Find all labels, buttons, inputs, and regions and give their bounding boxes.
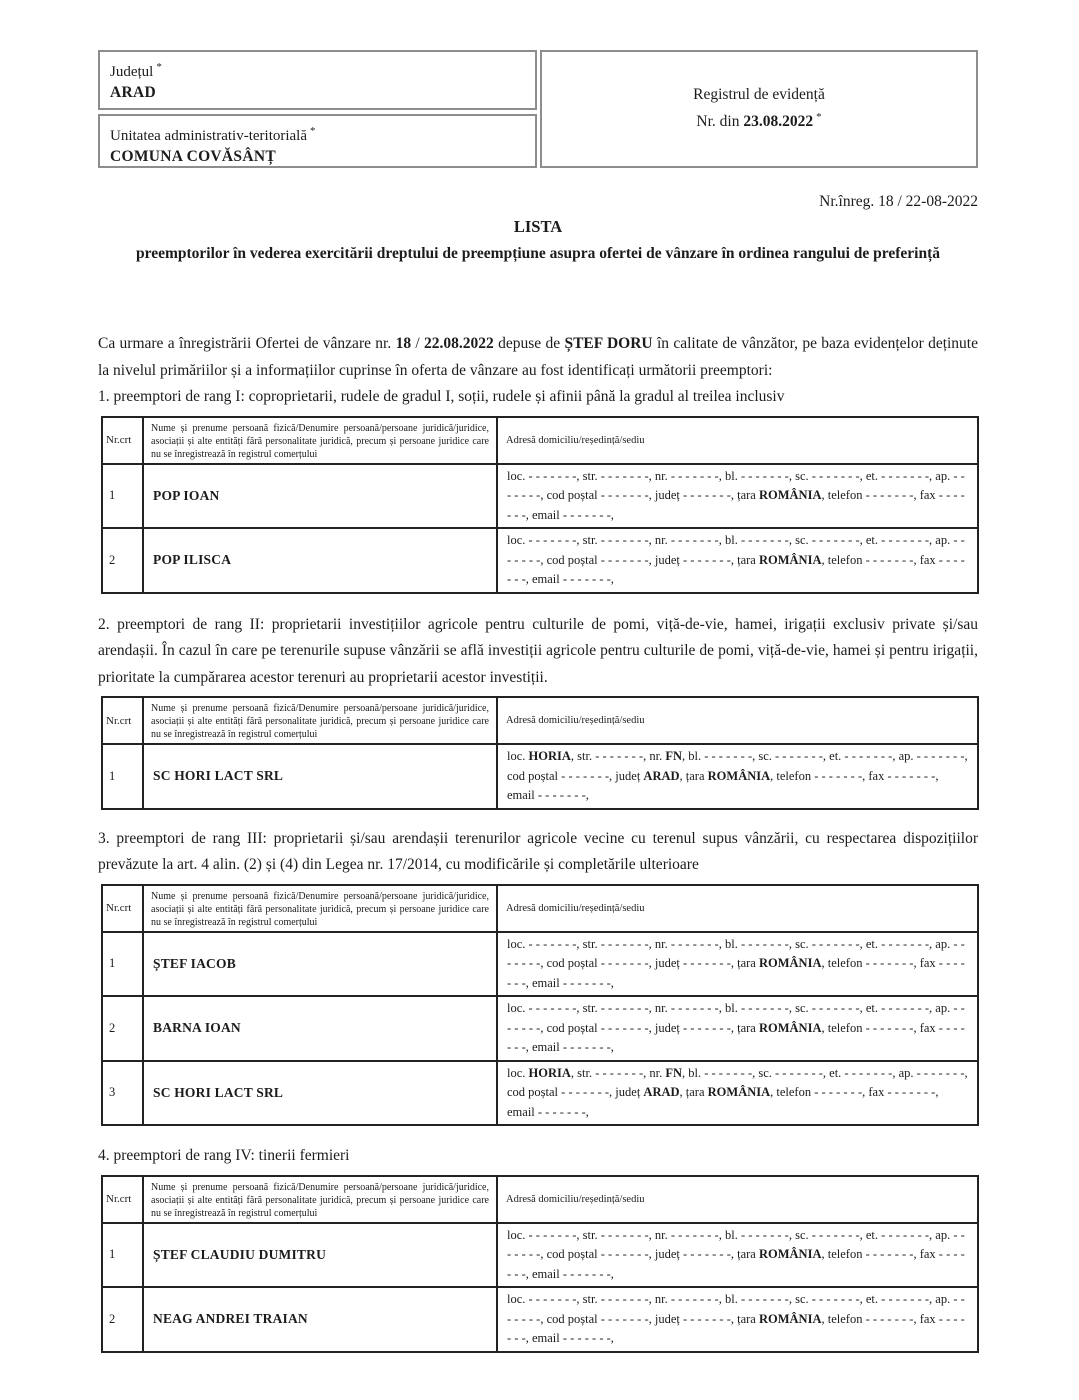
column-header-name: Nume și prenume persoană fizică/Denumire persoană/persoane juridică/juridice, asociații și alte entități fără personalitate juridică, precum și persoane juridice care nu se înregistrează în registrul comerțului (143, 885, 497, 932)
preemptors-table-1 (101, 416, 979, 594)
table-header-row (102, 417, 978, 464)
row-address: loc. HORIA, str. - - - - - - -, nr. FN, bl. - - - - - - -, sc. - - - - - - -, et. - - - - - - -, ap. - - - - - - -, cod poștal - - - - - - -, județ ARAD, țara ROMÂNIA, telefon - - - - - - -, fax - - - - - - -, email - - - - - - -, (497, 744, 978, 809)
preemptors-table-4 (101, 1175, 979, 1353)
column-header-address: Adresă domiciliu/reședință/sediu (497, 1176, 978, 1223)
county-asterisk: * (156, 61, 162, 73)
registry-number (696, 111, 821, 131)
column-header-name: Nume și prenume persoană fizică/Denumire persoană/persoane juridică/juridice, asociații și alte entități fără personalitate juridică, precum și persoane juridice care nu se înregistrează în registrul comerțului (143, 417, 497, 464)
column-header-name: Nume și prenume persoană fizică/Denumire persoană/persoane juridică/juridice, asociații și alte entități fără personalitate juridică, precum și persoane juridice care nu se înregistrează în registrul comerțului (143, 697, 497, 744)
column-header-name: Nume și prenume persoană fizică/Denumire persoană/persoane juridică/juridice, asociații și alte entități fără personalitate juridică, precum și persoane juridice care nu se înregistrează în registrul comerțului (143, 1176, 497, 1223)
row-number: 2 (102, 528, 143, 593)
row-name: POP ILISCA (143, 528, 497, 593)
uat-box (98, 114, 537, 168)
row-address: loc. - - - - - - -, str. - - - - - - -, nr. - - - - - - -, bl. - - - - - - -, sc. - - - - - - -, et. - - - - - - -, ap. - - - - - - -, cod poștal - - - - - - -, județ - - - - - - -, țara ROMÂNIA, telefon - - - - - - -, fax - - - - - - -, email - - - - - - -, (497, 996, 978, 1061)
table-row (102, 1287, 978, 1352)
row-name: POP IOAN (143, 464, 497, 529)
column-header-address: Adresă domiciliu/reședință/sediu (497, 417, 978, 464)
row-number: 1 (102, 464, 143, 529)
county-label-text: Județul (110, 64, 154, 80)
row-address: loc. - - - - - - -, str. - - - - - - -, nr. - - - - - - -, bl. - - - - - - -, sc. - - - - - - -, et. - - - - - - -, ap. - - - - - - -, cod poștal - - - - - - -, județ - - - - - - -, țara ROMÂNIA, telefon - - - - - - -, fax - - - - - - -, email - - - - - - -, (497, 464, 978, 529)
row-name: SC HORI LACT SRL (143, 744, 497, 809)
county-box (98, 50, 537, 110)
header-left-column (98, 50, 537, 168)
county-value: ARAD (110, 83, 156, 101)
uat-label (110, 124, 525, 147)
row-number: 3 (102, 1061, 143, 1126)
registry-label: Registrul de evidență (693, 86, 825, 104)
registration-number-line: Nr.înreg. 18 / 22-08-2022 (819, 193, 978, 210)
section-3-intro: 3. preemptori de rang III: proprietarii și/sau arendașii terenurilor agricole vecine cu terenul supus vânzării, cu respectarea dispozițiilor prevăzute la art. 4 alin. (2) și (4) din Legea nr. 17/2014, cu modificările și completările ulterioare (98, 829, 978, 873)
section-1-intro: 1. preemptori de rang I: coproprietarii, rudele de gradul I, soții, rudele și afinii până la gradul al treilea inclusiv (98, 388, 785, 405)
row-number: 1 (102, 932, 143, 997)
row-name: ȘTEF CLAUDIU DUMITRU (143, 1223, 497, 1288)
column-header-nr: Nr.crt (102, 885, 143, 932)
row-number: 2 (102, 1287, 143, 1352)
row-name: SC HORI LACT SRL (143, 1061, 497, 1126)
section-4-intro: 4. preemptori de rang IV: tinerii fermieri (98, 1147, 350, 1164)
table-header-row (102, 697, 978, 744)
registry-number-prefix: Nr. din (696, 113, 744, 131)
row-number: 1 (102, 744, 143, 809)
row-address: loc. - - - - - - -, str. - - - - - - -, nr. - - - - - - -, bl. - - - - - - -, sc. - - - - - - -, et. - - - - - - -, ap. - - - - - - -, cod poștal - - - - - - -, județ - - - - - - -, țara ROMÂNIA, telefon - - - - - - -, fax - - - - - - -, email - - - - - - -, (497, 932, 978, 997)
row-name: ȘTEF IACOB (143, 932, 497, 997)
table-row (102, 1223, 978, 1288)
preemptors-table-3 (101, 884, 979, 1127)
row-address: loc. - - - - - - -, str. - - - - - - -, nr. - - - - - - -, bl. - - - - - - -, sc. - - - - - - -, et. - - - - - - -, ap. - - - - - - -, cod poștal - - - - - - -, județ - - - - - - -, țara ROMÂNIA, telefon - - - - - - -, fax - - - - - - -, email - - - - - - -, (497, 1287, 978, 1352)
section-2-intro: 2. preemptori de rang II: proprietarii investițiilor agricole pentru culturile de pomi, viță-de-vie, hamei, irigații exclusiv private și/sau arendașii. În cazul în care pe terenurile supuse vânzării se află investiții agricole pentru culturile de pomi, viță-de-vie, hamei și pentru irigații, prioritate la cumpărarea acestor terenuri au proprietarii acestor investiții. (98, 615, 978, 686)
row-address: loc. - - - - - - -, str. - - - - - - -, nr. - - - - - - -, bl. - - - - - - -, sc. - - - - - - -, et. - - - - - - -, ap. - - - - - - -, cod poștal - - - - - - -, județ - - - - - - -, țara ROMÂNIA, telefon - - - - - - -, fax - - - - - - -, email - - - - - - -, (497, 1223, 978, 1288)
uat-value: COMUNA COVĂSÂNȚ (110, 147, 276, 165)
uat-asterisk: * (310, 125, 316, 137)
table-row (102, 464, 978, 529)
row-number: 1 (102, 1223, 143, 1288)
intro-paragraph: Ca urmare a înregistrării Ofertei de vânzare nr. 18 / 22.08.2022 depuse de ȘTEF DORU în calitate de vânzător, pe baza evidențelor deținute la nivelul primăriilor și a informațiilor cuprinse în oferta de vânzare au fost identificați următorii preemptori: (98, 335, 978, 379)
column-header-address: Adresă domiciliu/reședință/sediu (497, 885, 978, 932)
registry-number-date: 23.08.2022 (743, 113, 814, 131)
row-address: loc. HORIA, str. - - - - - - -, nr. FN, bl. - - - - - - -, sc. - - - - - - -, et. - - - - - - -, ap. - - - - - - -, cod poștal - - - - - - -, județ ARAD, țara ROMÂNIA, telefon - - - - - - -, fax - - - - - - -, email - - - - - - -, (497, 1061, 978, 1126)
page-bottom-cutoff (0, 1357, 1079, 1400)
column-header-nr: Nr.crt (102, 1176, 143, 1223)
document-subtitle: preemptorilor în vederea exercitării dreptului de preempțiune asupra ofertei de vânzare în ordinea rangului de preferință (135, 245, 941, 262)
table-row (102, 744, 978, 809)
header-boxes (98, 50, 978, 168)
row-name: NEAG ANDREI TRAIAN (143, 1287, 497, 1352)
document-content (98, 50, 978, 1353)
table-row (102, 1061, 978, 1126)
uat-label-text: Unitatea administrativ-teritorială (110, 128, 308, 144)
registry-box (540, 50, 978, 168)
county-label (110, 60, 525, 83)
row-name: BARNA IOAN (143, 996, 497, 1061)
row-address: loc. - - - - - - -, str. - - - - - - -, nr. - - - - - - -, bl. - - - - - - -, sc. - - - - - - -, et. - - - - - - -, ap. - - - - - - -, cod poștal - - - - - - -, județ - - - - - - -, țara ROMÂNIA, telefon - - - - - - -, fax - - - - - - -, email - - - - - - -, (497, 528, 978, 593)
column-header-nr: Nr.crt (102, 697, 143, 744)
registry-asterisk: * (816, 111, 822, 124)
row-number: 2 (102, 996, 143, 1061)
preemptors-table-2 (101, 696, 979, 810)
document-title: LISTA (513, 217, 563, 236)
table-header-row (102, 885, 978, 932)
table-row (102, 996, 978, 1061)
table-row (102, 932, 978, 997)
column-header-nr: Nr.crt (102, 417, 143, 464)
table-row (102, 528, 978, 593)
column-header-address: Adresă domiciliu/reședință/sediu (497, 697, 978, 744)
table-header-row (102, 1176, 978, 1223)
